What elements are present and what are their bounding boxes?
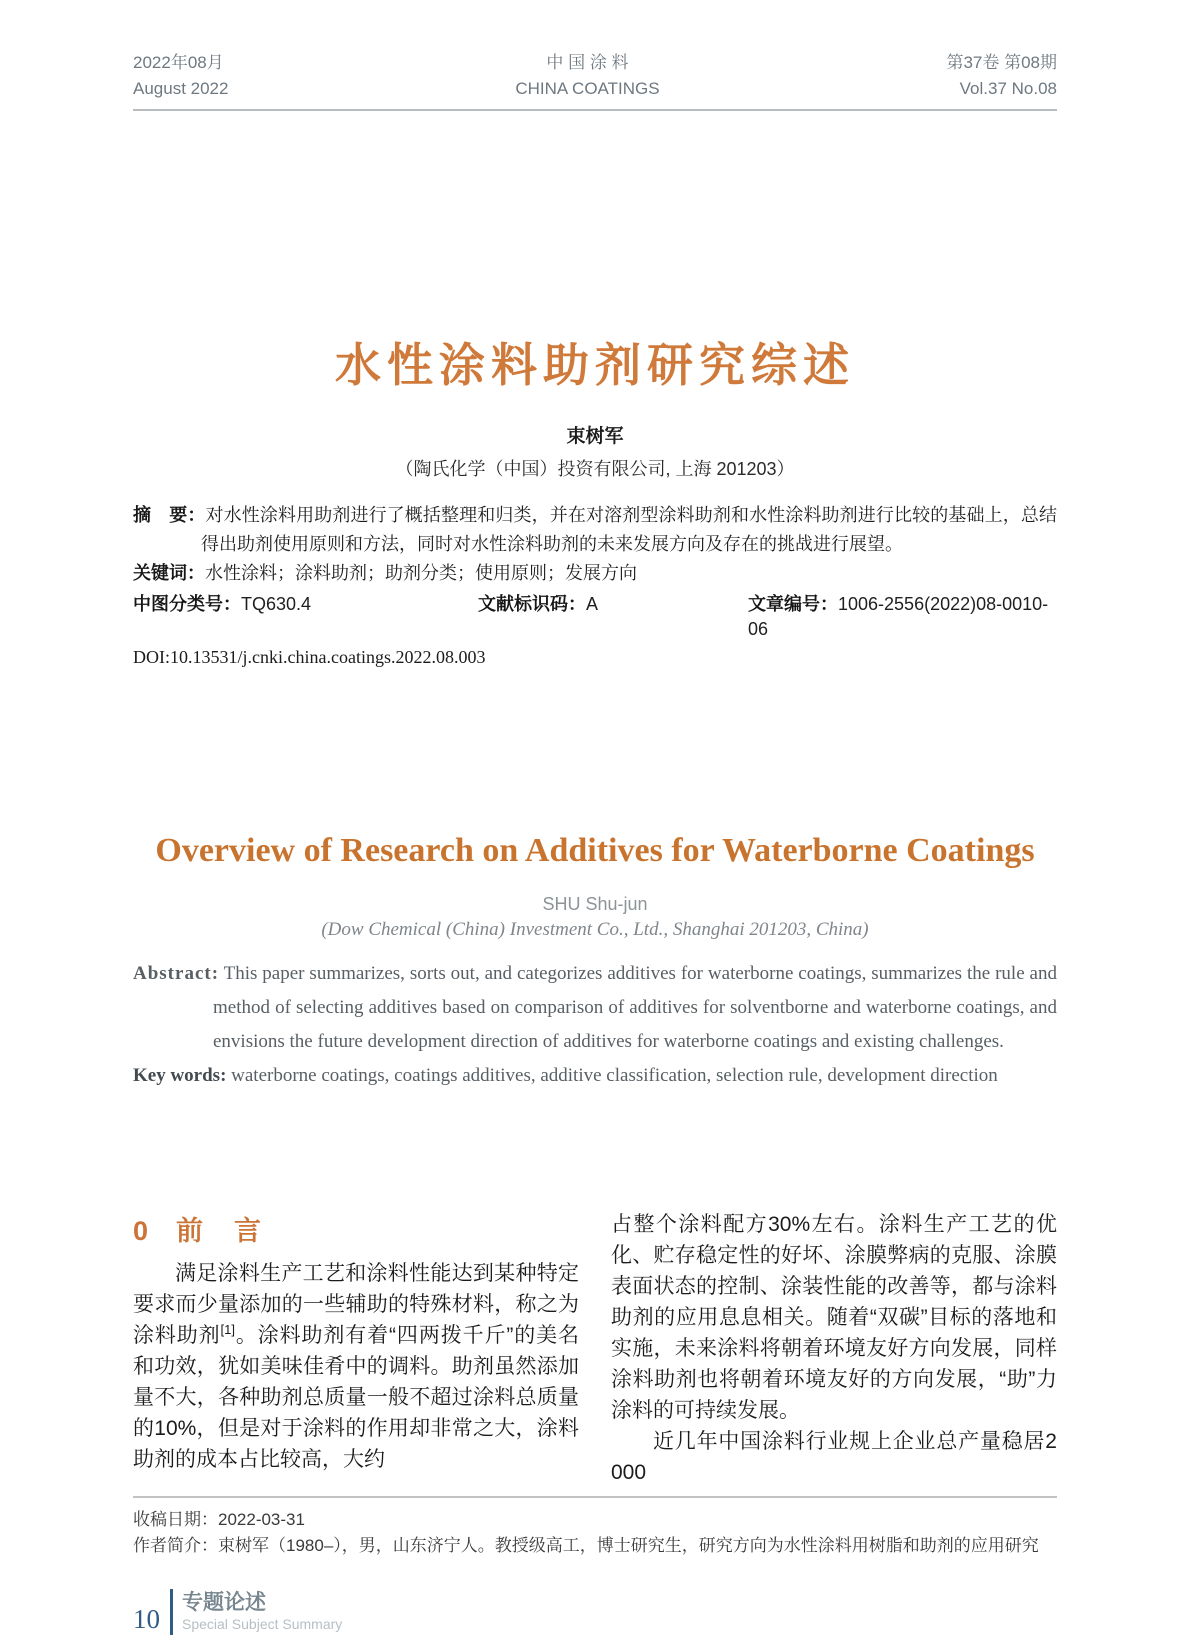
keywords-en-text: waterborne coatings, coatings additives, additive classification, selection rule, development direction [231,1065,998,1086]
author-bio [133,1533,1057,1559]
header-date [133,50,228,101]
article-id [748,592,1057,642]
keywords-zh [133,559,1057,588]
footnote [133,1498,1057,1559]
keywords-zh-text: 水性涂料；涂料助剂；助剂分类；使用原则；发展方向 [205,563,637,583]
author-zh: 束树军 [566,426,624,447]
doc-code-label: 文献标识码： [478,594,586,614]
keywords-en-label: Key words: [133,1065,227,1086]
abstract-zh-label: 摘 要： [133,505,206,525]
header-date-zh: 2022年08月 [133,53,224,72]
doi: DOI:10.13531/j.cnki.china.coatings.2022.08.003 [133,647,486,667]
body-paragraph-right-2: 近几年中国涂料行业规上企业总产量稳居2 000 [611,1430,1057,1484]
received-date [133,1507,1057,1533]
received-date-value: 2022-03-31 [218,1510,305,1529]
footer-column-en: Special Subject Summary [182,1616,343,1632]
abstract-zh-text: 对水性涂料用助剂进行了概括整理和归类，并在对溶剂型涂料助剂和水性涂料助剂进行比较的基础上，总结得出助剂使用原则和方法，同时对水性涂料助剂的未来发展方向及存在的挑战进行展望。 [201,505,1057,554]
body-columns [133,1209,1057,1488]
article-title-zh: 水性涂料助剂研究综述 [335,339,855,391]
classification-row [133,592,1057,642]
journal-name-zh: 中 国 涂 料 [546,53,629,72]
body-column-right [611,1209,1057,1488]
author-bio-label: 作者简介： [133,1536,218,1555]
doc-code [478,592,748,642]
body-paragraph-left [133,1258,579,1475]
page-number: 10 [133,1604,160,1634]
footer-column-zh: 专题论述 [182,1591,266,1614]
keywords-en [133,1059,1057,1093]
clc-label: 中图分类号： [133,594,241,614]
abstract-en-label: Abstract: [133,963,220,984]
footer-column-name [182,1591,342,1633]
body-paragraph-right-1: 占整个涂料配方30%左右。涂料生产工艺的优化、贮存稳定性的好坏、涂膜弊病的克服、涂膜表面状态的控制、涂装性能的改善等，都与涂料助剂的应用息息相关。随着“双碳”目标的落地和实施，未来涂料将朝着环境友好方向发展，同样涂料助剂也将朝着环境友好的方向发展，“助”力涂料的可持续发展。 [611,1213,1057,1422]
journal-name-en: CHINA COATINGS [515,78,660,98]
abstract-zh [133,501,1057,559]
reference-mark: [1] [220,1322,235,1337]
footer-divider-bar [170,1589,173,1635]
journal-header [133,50,1057,111]
header-issue [946,50,1057,101]
section-heading [133,1209,579,1248]
body-left-text-2: 。涂料助剂有着“四两拨千斤”的美名和功效，犹如美味佳肴中的调料。助剂虽然添加量不大，各种助剂总质量一般不超过涂料总质量的10%，但是对于涂料的作用却非常之大，涂料助剂的成本占比较高，大约 [133,1324,579,1471]
received-date-label: 收稿日期： [133,1510,218,1529]
header-issue-zh: 第37卷 第08期 [946,53,1057,72]
header-date-en: August 2022 [133,78,229,98]
article-title-en: Overview of Research on Additives for Waterborne Coatings [155,832,1035,869]
section-number: 0 [133,1216,151,1246]
section-title: 前 言 [176,1216,264,1246]
article-id-label: 文章编号： [748,594,838,614]
header-issue-en: Vol.37 No.08 [959,78,1057,98]
affiliation-en: (Dow Chemical (China) Investment Co., Ltd., Shanghai 201203, China) [321,919,869,940]
journal-name [515,50,659,101]
article-id-value: 1006-2556(2022)08-0010-06 [748,594,1049,639]
keywords-zh-label: 关键词： [133,563,205,583]
author-bio-value: 束树军（1980–），男，山东济宁人。教授级高工，博士研究生，研究方向为水性涂料用树脂和助剂的应用研究 [218,1536,1039,1555]
abstract-en-text: This paper summarizes, sorts out, and categorizes additives for waterborne coatings, summarizes the rule and method of selecting additives based on comparison of additives for solventborne and waterborne coatings, and envisions the future development direction of additives for waterborne coatings and existing challenges. [213,963,1057,1052]
body-left-text-1: 满足涂料生产工艺和涂料性能达到某种特定要求而少量添加的一些辅助的特殊材料，称之为涂料助剂 [133,1262,579,1347]
body-column-left [133,1209,579,1488]
author-en: SHU Shu-jun [542,894,648,914]
doc-code-value: A [586,594,599,614]
abstract-en [133,957,1057,1059]
page-footer [133,1589,1057,1635]
affiliation-zh: （陶氏化学（中国）投资有限公司, 上海 201203） [395,459,795,479]
clc-number [133,592,478,642]
clc-value: TQ630.4 [241,594,312,614]
